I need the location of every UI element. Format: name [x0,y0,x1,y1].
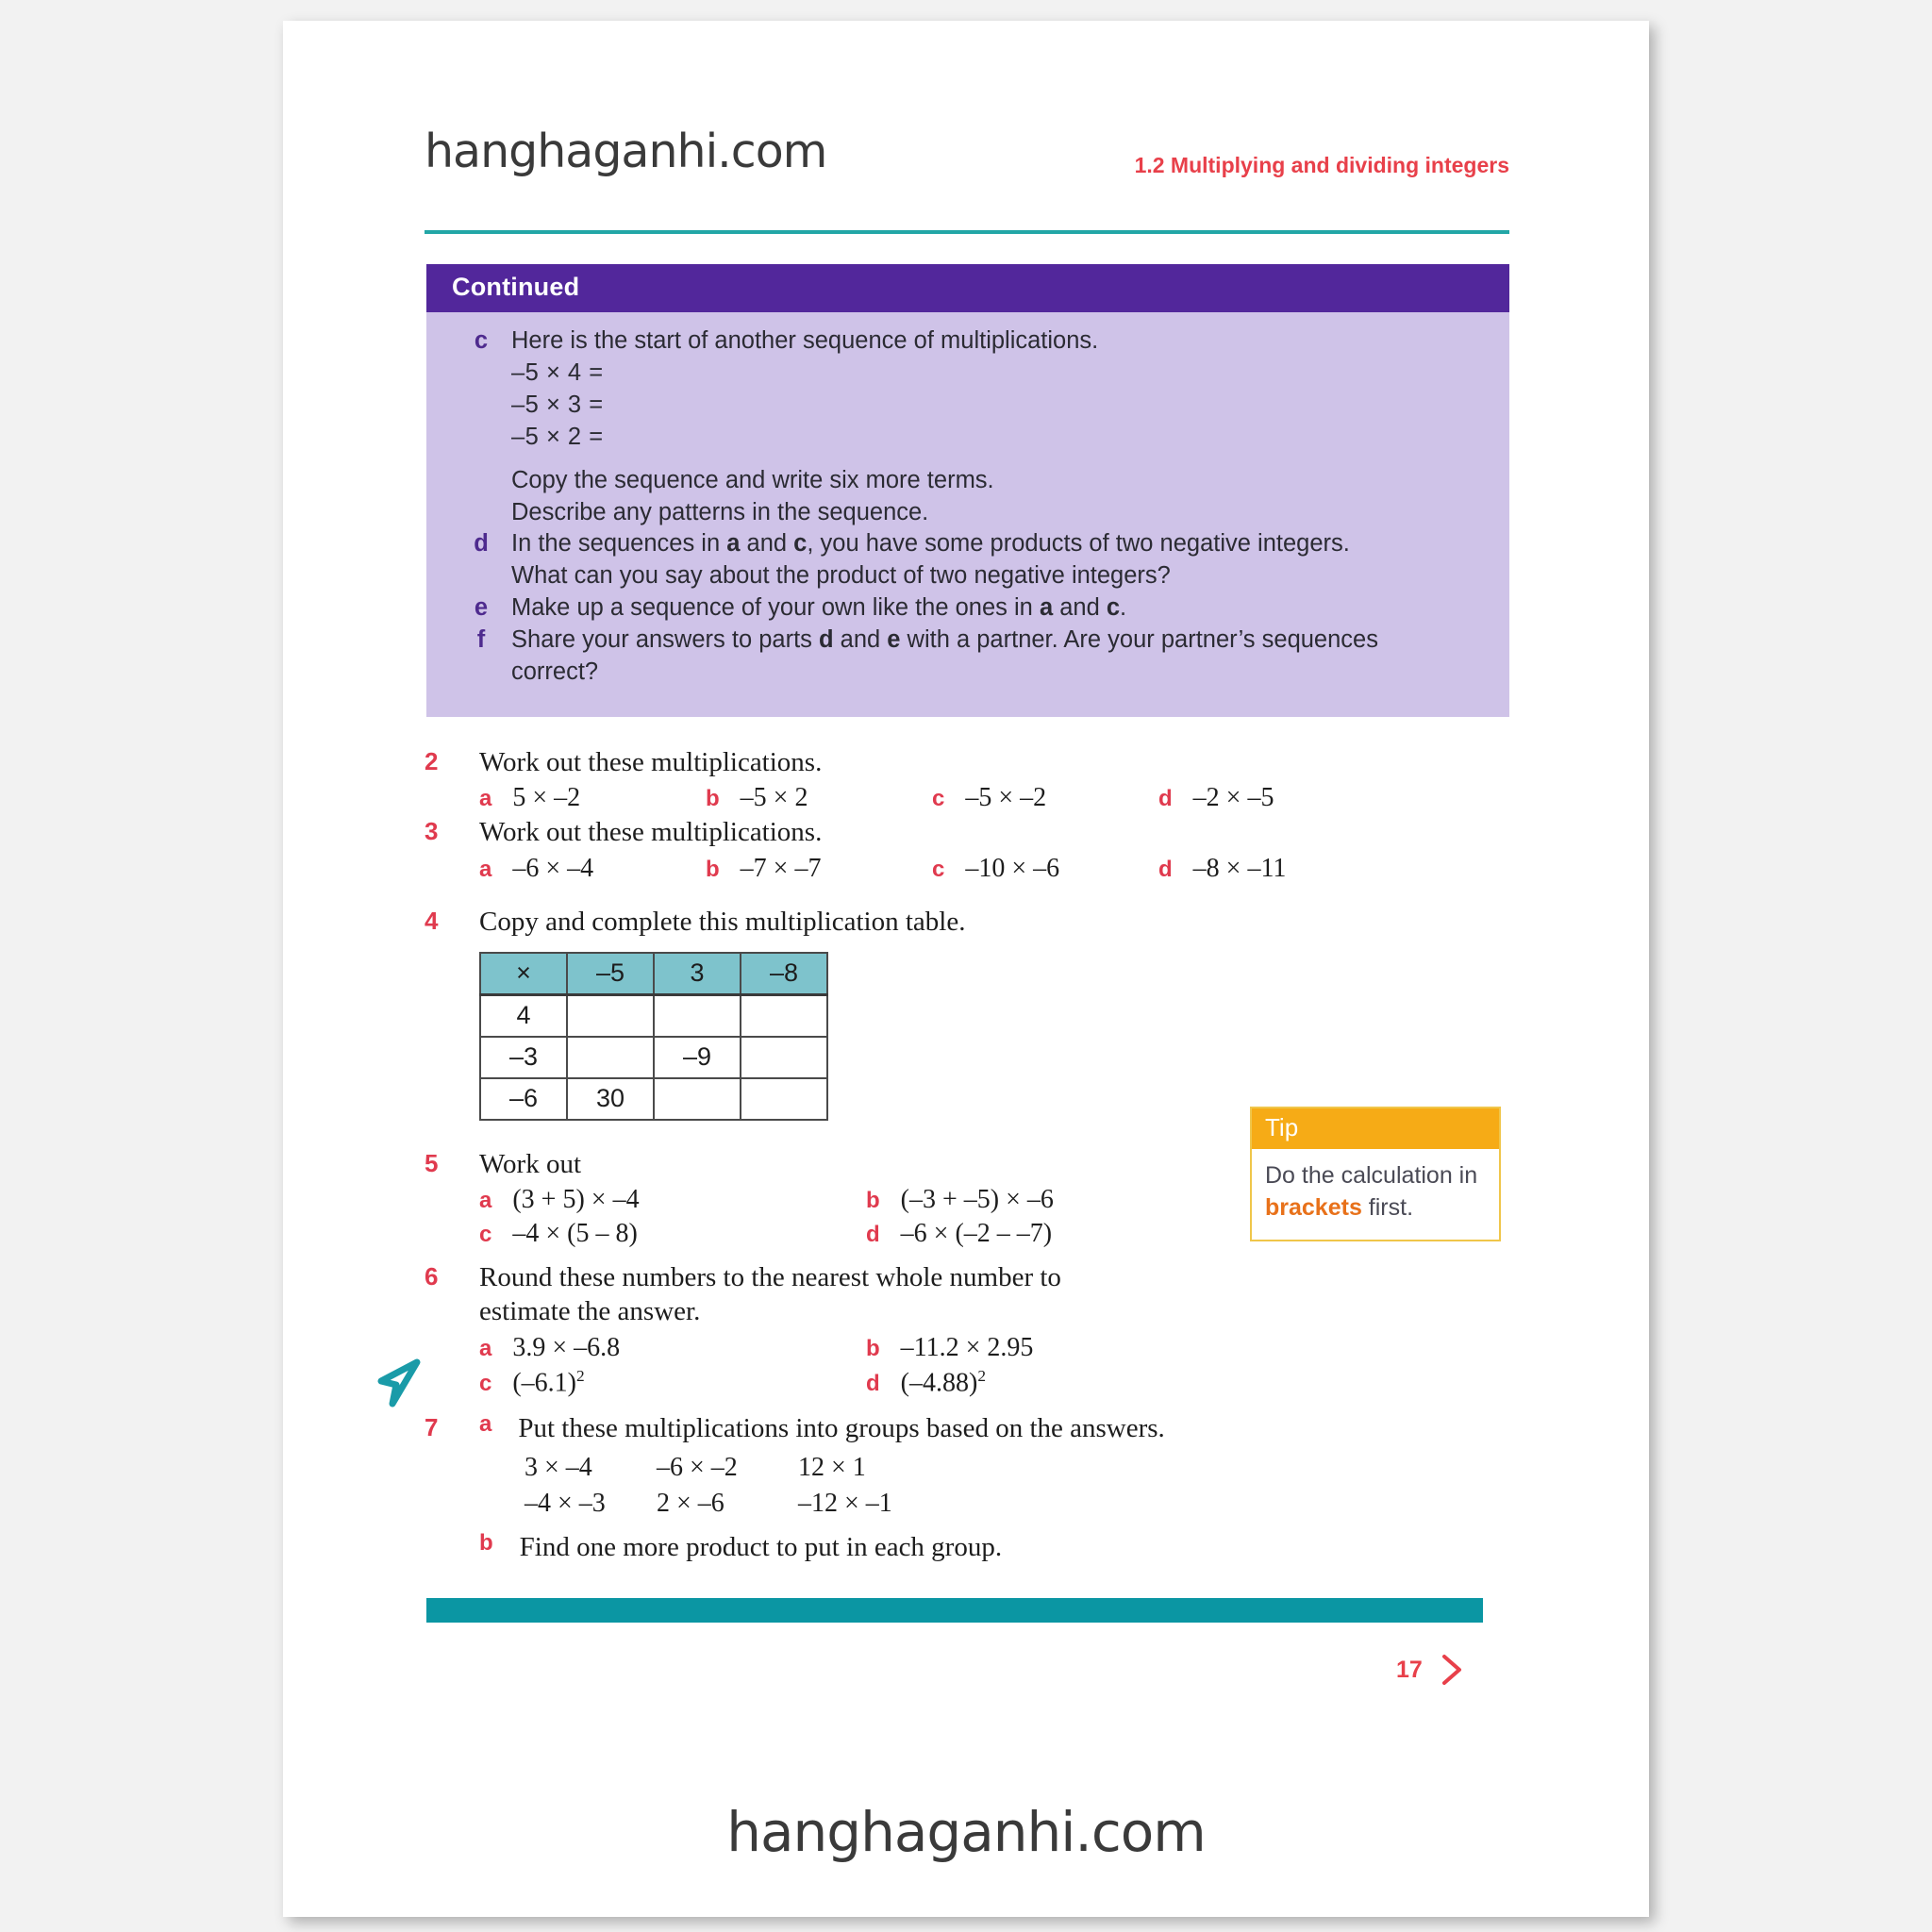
followup-line-1: Copy the sequence and write six more terms. [511,466,994,493]
part-expression: –2 × –5 [1192,783,1274,813]
part-expression: –6 × (–2 – –7) [900,1219,1053,1248]
expr-base: (–6.1) [512,1367,577,1397]
part-letter: a [479,856,492,882]
part-expression: –4 × (5 – 8) [512,1219,638,1248]
question-number: 2 [425,747,439,775]
part-text-e [511,592,1485,625]
part-d [1158,783,1385,813]
question-stem: Work out these multiplications. [479,817,823,848]
activity-arrow-icon [368,1357,423,1411]
part-expression: (3 + 5) × –4 [512,1185,640,1214]
part-b [866,1185,1253,1215]
part-expression: –5 × –2 [965,783,1047,813]
part-text-c: Here is the start of another sequence of multiplications. [511,327,1099,354]
part-d [866,1219,1253,1249]
followup-line-2: Describe any patterns in the sequence. [511,498,929,525]
ref-a: a [726,530,741,558]
text-seg: and [833,626,888,654]
question-6 [425,1260,1519,1398]
question-7 [425,1411,1519,1565]
part-letter-d: d [474,530,489,558]
table-cell: 30 [567,1078,654,1120]
ref-c: c [1106,594,1121,622]
expr-exponent: 2 [576,1366,585,1385]
part-expression: (–3 + –5) × –6 [900,1185,1054,1214]
part-letter: a [479,1188,492,1213]
question-number: 6 [425,1262,439,1291]
group-expression: 3 × –4 [525,1453,592,1483]
text-seg: In the sequences in [511,530,727,558]
text-seg: . [1120,594,1127,622]
tip-text [1252,1149,1499,1240]
part-letter-f: f [476,626,486,654]
table-header-cell: –5 [567,953,654,995]
header-rule [425,230,1509,234]
multiplication-table-wrap [479,952,1519,1121]
question-7-part-b [479,1530,1519,1564]
ref-a: a [1039,594,1054,622]
part-letter: d [1158,856,1173,882]
table-header-row [480,953,827,995]
part-letter: b [866,1335,880,1361]
table-cell [654,994,741,1037]
group-expression: 2 × –6 [657,1489,724,1519]
text-seg: with a partner. Are your partner’s sequences [900,626,1378,654]
question-stem: Work out [479,1148,582,1179]
tip-text-post: first. [1361,1193,1414,1221]
table-header-cell: –8 [741,953,827,995]
question-stem: Round these numbers to the nearest whole number to estimate the answer. [479,1262,1061,1327]
part-f-line2: correct? [511,658,599,686]
continued-item-e [451,592,1485,625]
table-cell [741,1037,827,1078]
continued-item-d [451,528,1485,560]
ref-e: e [887,626,901,654]
part-letter: d [866,1370,880,1396]
part-text: Put these multiplications into groups based on the answers. [518,1412,1165,1443]
continued-item-f [451,625,1485,657]
continued-panel-body [426,312,1509,717]
question-7-group-row-1 [525,1453,1519,1483]
part-c [479,1367,866,1398]
question-3-parts [479,854,1519,884]
part-a [479,783,706,813]
part-a [479,1185,866,1215]
part-letter: c [932,786,945,812]
page-number-group[interactable] [1396,1651,1466,1689]
row-label: 4 [480,994,567,1037]
part-letter: b [866,1188,880,1213]
part-expression [901,1367,986,1398]
part-c [932,783,1158,813]
text-seg: and [740,530,794,558]
part-letter: c [479,1222,492,1247]
part-expression: –11.2 × 2.95 [900,1332,1034,1362]
question-2-head [425,745,1519,779]
table-cell [654,1078,741,1120]
part-letter: b [706,856,720,882]
table-row [480,1037,827,1078]
table-cell [567,1037,654,1078]
continued-item-c [451,325,1485,358]
part-a [479,854,706,884]
table-header-cell: × [480,953,567,995]
text-seg: , you have some products of two negative integers. [807,530,1350,558]
table-row [480,1078,827,1120]
part-a [479,1333,866,1363]
part-c [932,854,1158,884]
group-expression: 12 × 1 [798,1453,866,1483]
part-d [1158,854,1385,884]
part-letter: b [706,786,720,812]
question-stem: Work out these multiplications. [479,747,823,777]
multiplication-table [479,952,828,1121]
tip-title: Tip [1252,1108,1499,1149]
table-cell [567,994,654,1037]
part-letter: d [866,1222,880,1247]
part-d-line2: What can you say about the product of two negative integers? [511,562,1171,590]
question-6-head [425,1260,1519,1329]
question-3-head [425,815,1519,849]
part-letter: a [479,786,492,812]
part-expression: –5 × 2 [740,783,808,813]
table-header-cell: 3 [654,953,741,995]
part-b [706,854,932,884]
footer-bar [426,1598,1483,1623]
spacer [451,454,1485,465]
part-expression: –7 × –7 [740,853,822,883]
part-text: Find one more product to put in each group. [519,1532,1003,1563]
watermark-top: hanghaganhi.com [425,125,827,178]
question-7-group-row-2 [525,1489,1519,1519]
part-letter-c: c [474,327,489,354]
part-expression: 5 × –2 [512,783,581,813]
question-6-parts-row-2 [479,1367,1519,1398]
part-letter: b [479,1530,493,1557]
table-cell [741,994,827,1037]
part-b [866,1333,1253,1363]
part-expression: –6 × –4 [512,853,594,883]
question-number: 4 [425,906,439,935]
tip-text-pre: Do the calculation in [1265,1162,1478,1189]
part-expression: –8 × –11 [1192,853,1287,883]
question-2 [425,745,1519,813]
group-expression: –6 × –2 [657,1453,738,1483]
question-number: 3 [425,817,439,846]
question-4-head [425,905,1519,939]
part-expression: 3.9 × –6.8 [512,1332,621,1362]
question-7-part-a [479,1411,1165,1445]
watermark-bottom: hanghaganhi.com [726,1800,1206,1864]
part-letter: a [479,1410,492,1437]
page-header [425,125,1509,209]
part-letter: d [1158,786,1173,812]
part-c [479,1219,866,1249]
question-6-parts-row-1 [479,1333,1519,1363]
row-label: –3 [480,1037,567,1078]
question-3 [425,815,1519,883]
table-cell [741,1078,827,1120]
page-number: 17 [1396,1656,1423,1683]
sequence-line-2: –5 × 3 = [511,391,604,418]
tip-highlight: brackets [1265,1193,1362,1221]
part-text-d [511,528,1485,560]
question-stem: Copy and complete this multiplication table. [479,906,966,937]
table-cell: –9 [654,1037,741,1078]
part-expression [512,1367,584,1398]
expr-exponent: 2 [977,1366,987,1385]
question-number: 7 [425,1412,439,1441]
continued-panel [426,264,1509,717]
group-expression: –4 × –3 [525,1489,606,1519]
text-seg: Share your answers to parts [511,626,819,654]
sequence-line-1: –5 × 4 = [511,358,604,386]
chapter-label: 1.2 Multiplying and dividing integers [1134,153,1509,177]
question-2-parts [479,783,1519,813]
row-label: –6 [480,1078,567,1120]
part-b [706,783,932,813]
continued-panel-title: Continued [426,264,1509,312]
expr-base: (–4.88) [900,1367,978,1397]
part-letter: c [932,856,945,882]
part-letter: c [479,1370,492,1396]
text-seg: and [1053,594,1107,622]
chevron-right-icon[interactable] [1438,1651,1466,1689]
question-4 [425,905,1519,1121]
question-number: 5 [425,1148,439,1177]
group-expression: –12 × –1 [798,1489,892,1519]
tip-box [1250,1107,1501,1241]
part-expression: –10 × –6 [965,853,1060,883]
ref-c: c [793,530,808,558]
part-letter: a [479,1335,492,1361]
part-d [866,1367,1253,1398]
part-text-f [511,625,1485,657]
table-row [480,994,827,1037]
sequence-line-3: –5 × 2 = [511,423,604,450]
ref-d: d [818,626,834,654]
question-7-head [425,1411,1519,1445]
text-seg: Make up a sequence of your own like the ones in [511,594,1040,622]
part-letter-e: e [474,594,489,622]
page-sheet [283,21,1649,1917]
